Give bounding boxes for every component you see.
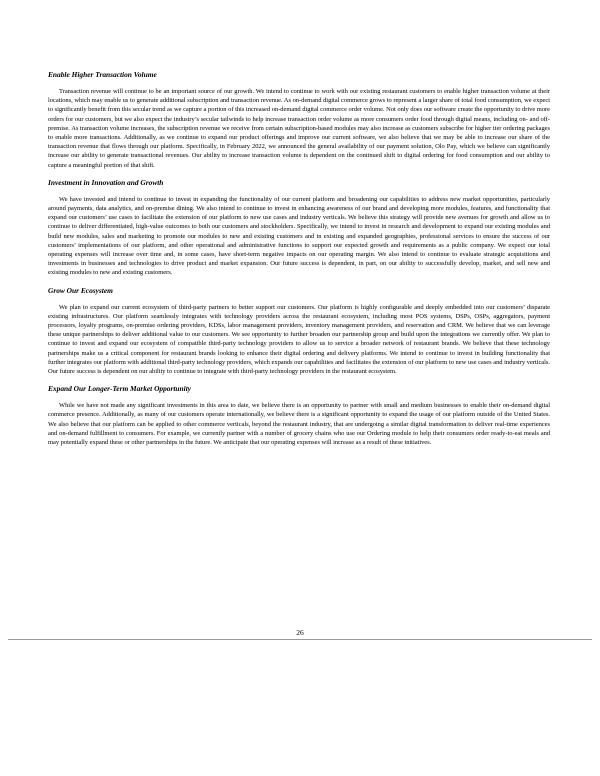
section-heading: Expand Our Longer-Term Market Opportunity: [48, 384, 192, 394]
section-heading: Enable Higher Transaction Volume: [48, 70, 157, 79]
page-footer: [0, 622, 600, 640]
section-heading: Grow Our Ecosystem: [48, 285, 113, 295]
section-grow-our-ecosystem: [48, 286, 550, 377]
section-expand-market-opportunity: [48, 384, 550, 447]
section-paragraph: While we have not made any significant investments in this area to date, we believe there is an opportunity to partner with small and medium businesses to enable their on-demand digital commerce presence. Additionally, as many of our customers operate internationally, we believe there is a significant opportunity to expand the usage of our platform outside of the United States. We also believe that our platform can be applied to other commerce verticals, beyond the restaurant industry, that are undergoing a similar digital transformation to deliver real-time experiences and on-demand fulfillment to consumers. For example, we currently partner with a number of grocery chains who use our Ordering module to help their consumers order ready-to-eat meals and may potentially expand these or other partnerships in the future. We anticipate that our operating expenses will increase as a result of these initiatives.: [48, 402, 550, 447]
footer-divider: [8, 639, 592, 640]
section-enable-higher-transaction-volume: [48, 70, 550, 170]
document-page: [48, 70, 550, 455]
page-number: 26: [296, 628, 304, 637]
section-paragraph: Transaction revenue will continue to be an important source of our growth. We intend to continue to work with our existing restaurant customers to enable higher transaction volume at their locations, which may enable us to generate additional subscription and transaction revenue. As on-demand digital commerce grows to represent a larger share of total food consumption, we expect to significantly benefit from this secular trend as we capture a portion of this increased on-demand digital commerce order volume. Not only does our software create the opportunity to drive more orders for our customers, but we also expect the industry’s secular tailwinds to help increase transaction order volume as more consumers order food through digital means, including on- and off-premise. As transaction volume increases, the subscription revenue we receive from certain subscription-based modules may also increase as customers subscribe for higher tier ordering packages to enable more transactions. Additionally, as we continue to expand our product offerings and improve our current software, we also believe that we may be able to increase our share of the transaction revenue that flows through our platform. Specifically, in February 2022, we announced the general availability of our payment solution, Olo Pay, which we believe can significantly increase our ability to generate transactional revenues. Our ability to increase transaction volume is dependent on the continued shift to digital ordering for food consumption and our ability to capture a meaningful portion of that shift.: [48, 88, 550, 169]
section-paragraph: We have invested and intend to continue to invest in expanding the functionality of our current platform and broadening our capabilities to address new market opportunities, particularly around payments, data analytics, and on-premise dining. We also intend to continue to invest in enhancing awareness of our brand and developing more modules, features, and functionality that expand our customers’ use cases to facilitate the extension of our platform to new use cases and industry verticals. We believe this strategy will provide new avenues for growth and allow us to continue to deliver differentiated, high-value outcomes to both our customers and stockholders. Specifically, we intend to invest in research and development to expand our existing modules and build new modules, sales and marketing to promote our modules to new and existing customers and in existing and expanded geographies, professional services to ensure the success of our customers’ implementations of our platform, and other operational and administrative functions to support our expected growth and requirements as a public company. We expect our total operating expenses will increase over time and, in some cases, have short-term negative impacts on our operating margin. We also intend to continue to evaluate strategic acquisitions and investments in businesses and technologies to drive product and market expansion. Our future success is dependent, in part, on our ability to successfully develop, market, and sell new and existing modules to new and existing customers.: [48, 195, 550, 277]
section-paragraph: We plan to expand our current ecosystem of third-party partners to better support our customers. Our platform is highly configurable and deeply embedded into our customers’ disparate existing infrastructures. Our platform seamlessly integrates with technology providers across the restaurant ecosystem, including most POS systems, DSPs, OSPs, aggregators, payment processors, loyalty programs, on-premise ordering providers, KDSs, labor management providers, inventory management providers, and reservation and CRM. We believe that we can leverage these unique partnerships to deliver additional value to our customers. We see opportunity to further broaden our partnership group and build upon the integrations we currently offer. We plan to continue to invest and expand our ecosystem of compatible third-party technology providers to allow us to service a broader network of restaurant brands. We believe that these technology partnerships make us a critical component for restaurant brands looking to enhance their digital ordering and delivery platforms. We intend to continue to invest in building functionality that further integrates our platform with additional third-party technology providers, which expands our capabilities and facilitates the extension of our platform to new use cases and industry verticals. Our future success is dependent on our ability to continue to integrate with third-party technology providers in the restaurant ecosystem.: [48, 303, 550, 376]
section-heading: Investment in Innovation and Growth: [48, 177, 164, 187]
section-investment-in-innovation: [48, 178, 550, 278]
